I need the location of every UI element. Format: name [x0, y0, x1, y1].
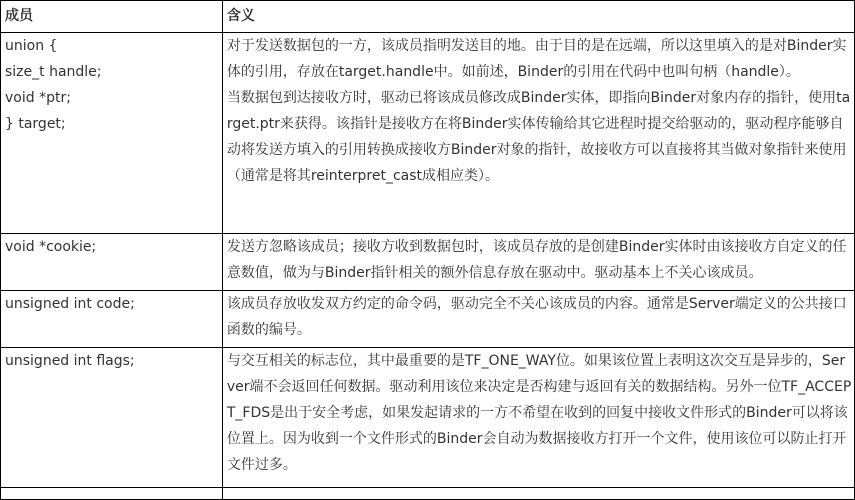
member-line: } target; — [5, 116, 66, 132]
member-line: union { — [5, 38, 58, 54]
header-member: 成员 — [1, 1, 223, 33]
member-cell — [1, 348, 223, 488]
table-row — [1, 33, 855, 234]
header-meaning: 含义 — [222, 1, 854, 33]
table-row — [1, 291, 855, 348]
meaning-paragraph: 对于发送数据包的一方，该成员指明发送目的地。由于目的是在远端，所以这里填入的是对Binder实体的引用，存放在target.handle中。如前述，Binder的引用在代码中也叫句柄（handle）。 — [226, 38, 847, 80]
table-header-row — [1, 1, 855, 33]
member-line: unsigned int flags; — [5, 353, 135, 369]
meaning-paragraph: 发送方忽略该成员；接收方收到数据包时，该成员存放的是创建Binder实体时由该接收方自定义的任意数值，做为与Binder指针相关的额外信息存放在驱动中。驱动基本上不关心该成员。 — [226, 239, 847, 281]
member-cell — [1, 291, 223, 348]
meaning-paragraph: 与交互相关的标志位，其中最重要的是TF_ONE_WAY位。如果该位置上表明这次交互是异步的，Server端不会返回任何数据。驱动利用该位来决定是否构建与返回有关的数据结构。另外一位TF_ACCEPT_FDS是出于安全考虑，如果发起请求的一方不希望在收到的回复中接收文件形式的Binder可以将该位置上。因为收到一个文件形式的Binder会自动为数据接收方打开一个文件，使用该位可以防止打开文件过多。 — [226, 353, 852, 473]
member-line: void *ptr; — [5, 90, 71, 106]
member-line: unsigned int code; — [5, 296, 135, 312]
meaning-cell — [222, 348, 854, 488]
member-line: size_t handle; — [5, 64, 102, 80]
meaning-cell — [222, 33, 854, 234]
member-cell — [1, 234, 223, 291]
meaning-cell — [222, 234, 854, 291]
member-line: void *cookie; — [5, 239, 97, 255]
meaning-cell — [222, 488, 854, 500]
member-cell — [1, 488, 223, 500]
table-row — [1, 234, 855, 291]
table-row — [1, 488, 855, 500]
table-row — [1, 348, 855, 488]
meaning-paragraph: 当数据包到达接收方时，驱动已将该成员修改成Binder实体，即指向Binder对象内存的指针，使用target.ptr来获得。该指针是接收方在将Binder实体传输给其它进程时提交给驱动的，驱动程序能够自动将发送方填入的引用转换成接收方Binder对象的指针，故接收方可以直接将其当做对象指针来使用（通常是将其reinterpret_cast成相应类）。 — [226, 90, 851, 184]
meaning-paragraph: 该成员存放收发双方约定的命令码，驱动完全不关心该成员的内容。通常是Server端定义的公共接口函数的编号。 — [226, 296, 847, 338]
meaning-cell — [222, 291, 854, 348]
member-cell — [1, 33, 223, 234]
